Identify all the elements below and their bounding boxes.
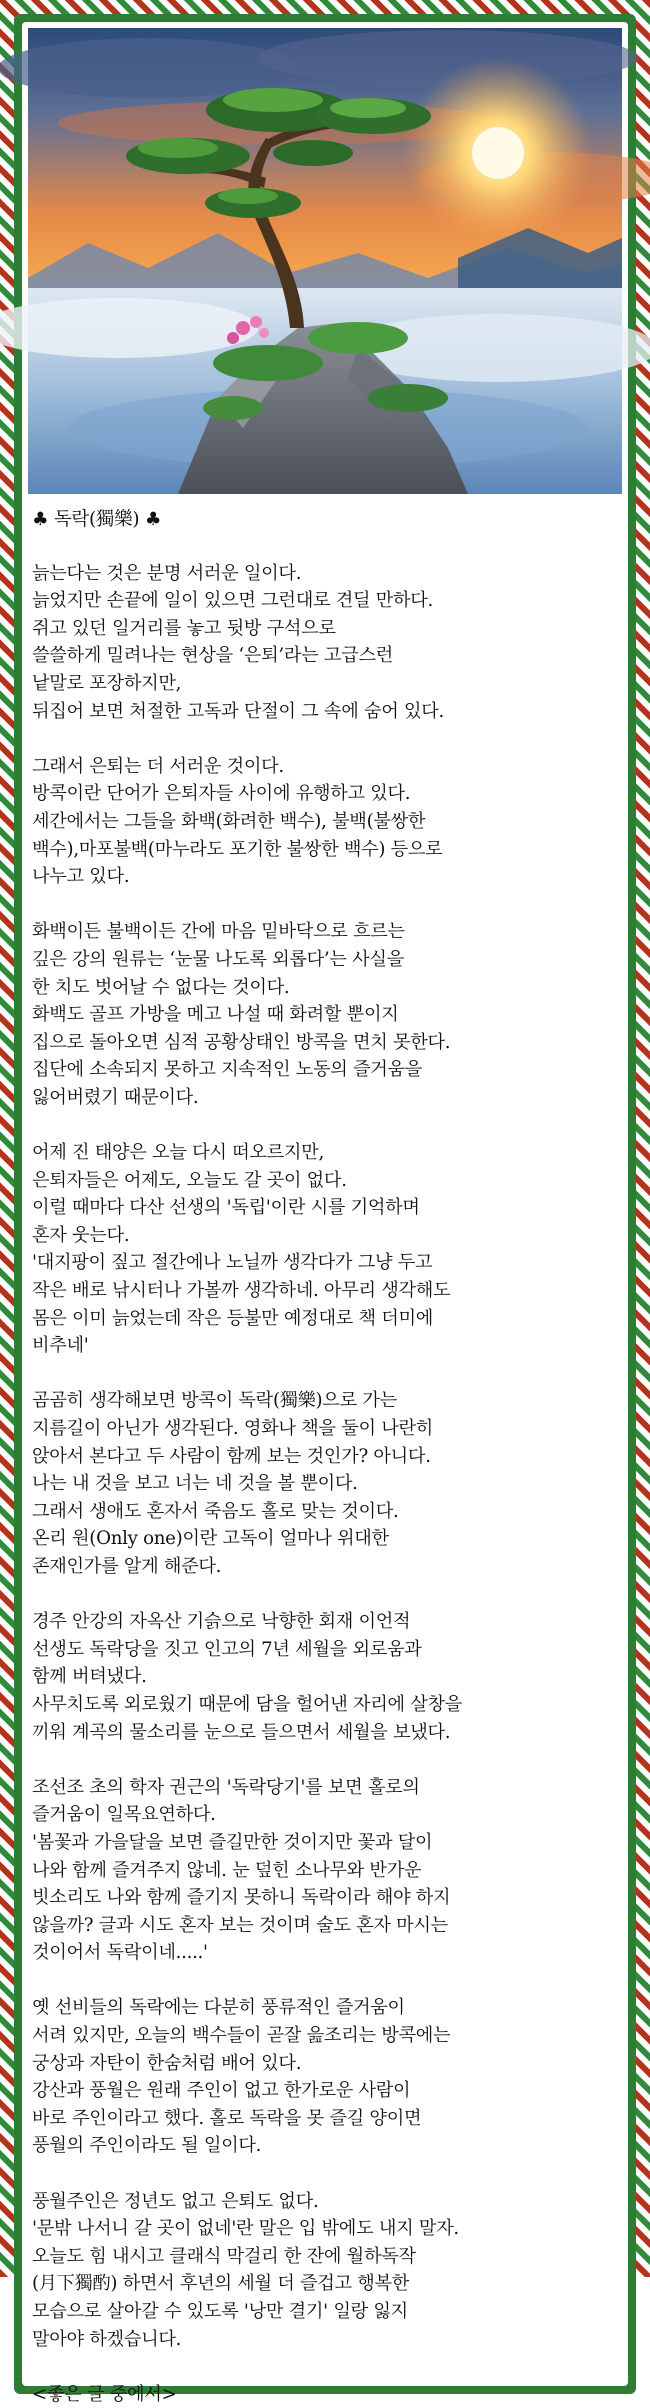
text-line: 낱말로 포장하지만, bbox=[32, 672, 182, 694]
text-line: 강산과 풍월은 원래 주인이 없고 한가로운 사람이 bbox=[32, 2080, 411, 2102]
text-line: 쥐고 있던 일거리를 놓고 뒷방 구석으로 bbox=[32, 617, 336, 639]
article-title: ♣ 독락(獨樂) ♣ bbox=[32, 509, 162, 530]
text-line: 잃어버렸기 때문이다. bbox=[32, 1086, 199, 1108]
text-line: 온리 원(Only one)이란 고독이 얼마나 위대한 bbox=[32, 1528, 389, 1550]
text-line: 은퇴자들은 어제도, 오늘도 갈 곳이 없다. bbox=[32, 1169, 347, 1191]
paragraph bbox=[32, 2188, 618, 2354]
text-line: 늙는다는 것은 분명 서러운 일이다. bbox=[32, 562, 302, 584]
text-line: 쓸쓸하게 밀려나는 현상을 ‘은퇴’라는 고급스런 bbox=[32, 645, 394, 667]
paragraph bbox=[32, 1774, 618, 1967]
text-line: 지름길이 아닌가 생각된다. 영화나 책을 둘이 나란히 bbox=[32, 1418, 434, 1439]
text-line: 집으로 돌아오면 심적 공황상태인 방콕을 면치 못한다. bbox=[32, 1031, 451, 1053]
text-line: 선생도 독락당을 짓고 인고의 7년 세월을 외로움과 bbox=[32, 1638, 422, 1660]
text-line: 집단에 소속되지 못하고 지속적인 노동의 즐거움을 bbox=[32, 1059, 423, 1081]
text-line: '대지팡이 짚고 절간에나 노닐까 생각다가 그냥 두고 bbox=[32, 1252, 433, 1274]
text-line: 비추네' bbox=[32, 1335, 89, 1357]
text-line: 백수),마포불백(마누라도 포기한 불쌍한 백수) 등으로 bbox=[32, 838, 443, 860]
text-line: 늙었지만 손끝에 일이 있으면 그런대로 견딜 만하다. bbox=[32, 590, 434, 612]
text-line: 화백이든 불백이든 간에 마음 밑바닥으로 흐르는 bbox=[32, 921, 405, 943]
text-line: 오늘도 힘 내시고 클래식 막걸리 한 잔에 월하독작 bbox=[32, 2245, 416, 2267]
text-line: 궁상과 자탄이 한숨처럼 배어 있다. bbox=[32, 2052, 302, 2074]
text-line: 이럴 때마다 다산 선생의 '독립'이란 시를 기억하며 bbox=[32, 1197, 420, 1219]
text-line: 방콕이란 단어가 은퇴자들 사이에 유행하고 있다. bbox=[32, 783, 411, 805]
text-line: 한 치도 벗어날 수 없다는 것이다. bbox=[32, 976, 290, 998]
text-line: 빗소리도 나와 함께 즐기지 못하니 독락이라 해야 하지 bbox=[32, 1887, 451, 1909]
text-line: 나는 내 것을 보고 너는 네 것을 볼 뿐이다. bbox=[32, 1473, 358, 1495]
text-line: 끼워 계곡의 물소리를 눈으로 들으면서 세월을 보냈다. bbox=[32, 1721, 451, 1743]
text-line: 혼자 웃는다. bbox=[32, 1224, 130, 1246]
text-line: 서려 있지만, 오늘의 백수들이 곧잘 읊조리는 방콕에는 bbox=[32, 2025, 451, 2047]
text-line: 즐거움이 일목요연하다. bbox=[32, 1804, 216, 1826]
paragraph bbox=[32, 1139, 618, 1360]
text-line: 나누고 있다. bbox=[32, 866, 130, 888]
pine-tree-sunset-photo bbox=[28, 28, 622, 494]
text-line: 경주 안강의 자옥산 기슭으로 낙향한 회재 이언적 bbox=[32, 1611, 411, 1633]
text-line: 말아야 하겠습니다. bbox=[32, 2328, 182, 2350]
text-line: 몸은 이미 늙었는데 작은 등불만 예정대로 책 더미에 bbox=[32, 1307, 434, 1329]
text-line: (月下獨酌) 하면서 후년의 세월 더 즐겁고 행복한 bbox=[32, 2273, 410, 2295]
text-line: 깊은 강의 원류는 ‘눈물 나도록 외롭다’는 사실을 bbox=[32, 948, 404, 970]
paragraph bbox=[32, 753, 618, 891]
text-line: 것이어서 독락이네.....' bbox=[32, 1942, 208, 1964]
post-content bbox=[28, 28, 622, 2405]
source-credit: <좋은 글 중에서> bbox=[32, 2383, 177, 2405]
text-line: '봄꽃과 가을달을 보면 즐길만한 것이지만 꽃과 달이 bbox=[32, 1831, 433, 1853]
text-line: 않을까? 글과 시도 혼자 보는 것이며 술도 혼자 마시는 bbox=[32, 1914, 448, 1936]
text-line: 나와 함께 즐겨주지 않네. 눈 덮힌 소나무와 반가운 bbox=[32, 1859, 422, 1881]
landscape-illustration bbox=[28, 28, 622, 494]
text-line: 조선조 초의 학자 권근의 '독락당기'를 보면 홀로의 bbox=[32, 1776, 420, 1798]
text-line: '문밖 나서니 갈 곳이 없네'란 말은 입 밖에도 내지 말자. bbox=[32, 2218, 459, 2240]
text-line: 그래서 은퇴는 더 서러운 것이다. bbox=[32, 755, 284, 777]
text-line: 존재인가를 알게 해준다. bbox=[32, 1555, 222, 1577]
article-body bbox=[28, 494, 622, 2408]
text-line: 옛 선비들의 독락에는 다분히 풍류적인 즐거움이 bbox=[32, 1997, 405, 2019]
text-line: 사무치도록 외로웠기 때문에 담을 헐어낸 자리에 살창을 bbox=[32, 1693, 463, 1715]
paragraph bbox=[32, 918, 618, 1111]
text-line: 작은 배로 낚시터나 가볼까 생각하네. 아무리 생각해도 bbox=[32, 1280, 451, 1302]
text-line: 곰곰히 생각해보면 방콕이 독락(獨樂)으로 가는 bbox=[32, 1390, 397, 1412]
text-line: 풍월의 주인이라도 될 일이다. bbox=[32, 2135, 262, 2157]
text-line: 바로 주인이라고 했다. 홀로 독락을 못 즐길 양이면 bbox=[32, 2107, 422, 2129]
paragraph bbox=[32, 1994, 618, 2160]
text-line: 세간에서는 그들을 화백(화려한 백수), 불백(불쌍한 bbox=[32, 810, 426, 832]
text-line: 풍월주인은 정년도 없고 은퇴도 없다. bbox=[32, 2190, 319, 2212]
paragraph bbox=[32, 1608, 618, 1746]
paragraph bbox=[32, 1387, 618, 1580]
text-line: 모습으로 살아갈 수 있도록 '낭만 결기' 일랑 잃지 bbox=[32, 2301, 408, 2322]
text-line: 화백도 골프 가방을 메고 나설 때 화려할 뿐이지 bbox=[32, 1004, 399, 1026]
paragraph-list bbox=[32, 560, 618, 2354]
text-line: 그래서 생애도 혼자서 죽음도 홀로 맞는 것이다. bbox=[32, 1500, 399, 1522]
text-line: 뒤집어 보면 처절한 고독과 단절이 그 속에 숨어 있다. bbox=[32, 700, 444, 722]
text-line: 어제 진 태양은 오늘 다시 떠오르지만, bbox=[32, 1142, 324, 1164]
text-line: 앉아서 본다고 두 사람이 함께 보는 것인가? 아니다. bbox=[32, 1445, 431, 1467]
text-line: 함께 버텨냈다. bbox=[32, 1666, 147, 1688]
paragraph bbox=[32, 560, 618, 726]
